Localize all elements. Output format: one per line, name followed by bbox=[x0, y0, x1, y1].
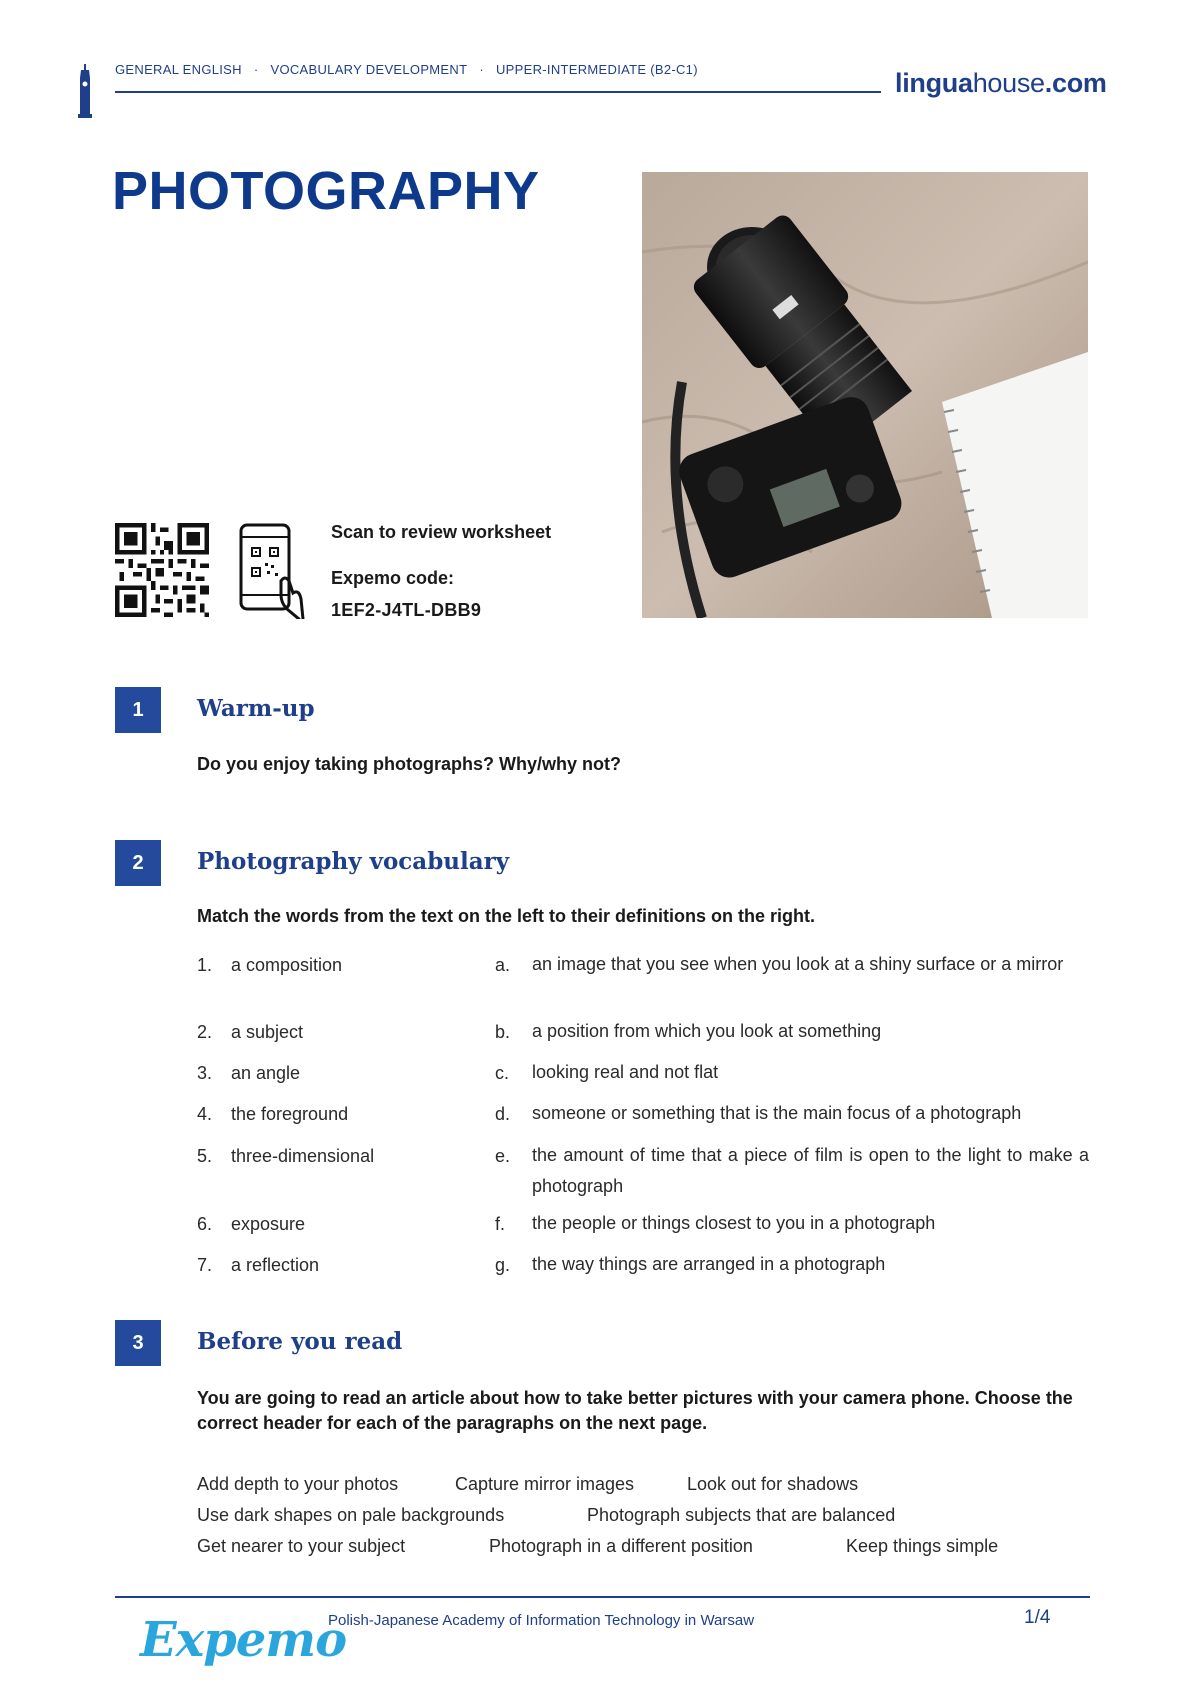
word-item: the foreground bbox=[231, 1104, 349, 1124]
header-option: Look out for shadows bbox=[687, 1474, 859, 1494]
qr-code-icon[interactable] bbox=[115, 523, 209, 617]
word-number: 6. bbox=[197, 1214, 213, 1234]
definition-item: the people or things closest to you in a photograph bbox=[532, 1213, 936, 1233]
camera-photo bbox=[642, 172, 1088, 618]
brand-suffix: .com bbox=[1044, 68, 1107, 98]
expemo-code-value: 1EF2-J4TL-DBB9 bbox=[331, 600, 482, 620]
expemo-code-label: Expemo code: bbox=[331, 568, 455, 588]
definition-item: the way things are arranged in a photograph bbox=[532, 1254, 886, 1274]
word-item: an angle bbox=[231, 1063, 301, 1083]
header-option: Use dark shapes on pale backgrounds bbox=[197, 1505, 505, 1525]
word-number: 1. bbox=[197, 955, 213, 975]
phone-scan-icon bbox=[237, 523, 305, 619]
section-number-badge: 1 bbox=[115, 687, 161, 733]
word-item: exposure bbox=[231, 1214, 306, 1234]
definition-letter: a. bbox=[495, 955, 511, 975]
definition-letter: f. bbox=[495, 1214, 506, 1234]
header-option: Capture mirror images bbox=[455, 1474, 635, 1494]
definition-letter: b. bbox=[495, 1022, 511, 1042]
definition-item: looking real and not flat bbox=[532, 1062, 719, 1082]
breadcrumb bbox=[115, 62, 698, 77]
word-item: a composition bbox=[231, 955, 343, 975]
word-number: 4. bbox=[197, 1104, 213, 1124]
section-title-vocabulary: Photography vocabulary bbox=[197, 848, 510, 875]
definition-item: an image that you see when you look at a shiny surface or a mirror bbox=[532, 954, 1064, 974]
definition-letter: d. bbox=[495, 1104, 511, 1124]
definition-item: someone or something that is the main focus of a photograph bbox=[532, 1103, 1022, 1123]
page-number: 1/4 bbox=[1024, 1607, 1051, 1628]
section-number-badge: 2 bbox=[115, 840, 161, 886]
definition-item: the amount of time that a piece of film is open to the light to make a photograph bbox=[532, 1145, 1089, 1196]
definition-letter: g. bbox=[495, 1255, 511, 1275]
section-number-badge: 3 bbox=[115, 1320, 161, 1366]
footer-divider bbox=[115, 1596, 1090, 1598]
tower-logo-icon bbox=[78, 64, 92, 118]
header-option: Photograph subjects that are balanced bbox=[587, 1505, 896, 1525]
header-option: Keep things simple bbox=[846, 1536, 999, 1556]
qr-caption: Scan to review worksheet bbox=[331, 522, 552, 542]
definition-item: a position from which you look at something bbox=[532, 1021, 882, 1041]
brand-light: house bbox=[972, 68, 1045, 98]
breadcrumb-topic: VOCABULARY DEVELOPMENT bbox=[270, 62, 468, 77]
definition-letter: c. bbox=[495, 1063, 510, 1083]
definition-letter: e. bbox=[495, 1146, 511, 1166]
section-title-warm-up: Warm-up bbox=[197, 695, 315, 722]
before-you-read-instructions: You are going to read an article about how to take better pictures with your camera phone. Choose the correct header for each of the paragraphs on the next page. bbox=[197, 1388, 1073, 1433]
section-title-before-you-read: Before you read bbox=[197, 1328, 403, 1355]
page-title: PHOTOGRAPHY bbox=[112, 161, 540, 221]
breadcrumb-difficulty: UPPER-INTERMEDIATE (B2-C1) bbox=[495, 62, 698, 77]
word-item: a reflection bbox=[231, 1255, 320, 1275]
footer-organization: Polish-Japanese Academy of Information Technology in Warsaw bbox=[328, 1612, 755, 1629]
header-option: Add depth to your photos bbox=[197, 1474, 399, 1494]
expemo-logo[interactable]: Expemo bbox=[140, 1612, 347, 1668]
word-number: 5. bbox=[197, 1146, 213, 1166]
word-number: 7. bbox=[197, 1255, 213, 1275]
header-option: Photograph in a different position bbox=[489, 1536, 753, 1556]
header-divider bbox=[115, 91, 881, 93]
word-item: three-dimensional bbox=[231, 1146, 375, 1166]
breadcrumb-level: GENERAL ENGLISH bbox=[115, 62, 242, 77]
warm-up-question: Do you enjoy taking photographs? Why/why not? bbox=[197, 754, 621, 774]
vocabulary-instructions: Match the words from the text on the left to their definitions on the right. bbox=[197, 906, 815, 926]
breadcrumb-separator: · bbox=[253, 62, 259, 77]
word-number: 3. bbox=[197, 1063, 213, 1083]
brand-bold: lingua bbox=[895, 68, 973, 98]
word-item: a subject bbox=[231, 1022, 304, 1042]
breadcrumb-separator: · bbox=[479, 62, 484, 77]
word-number: 2. bbox=[197, 1022, 213, 1042]
header-option: Get nearer to your subject bbox=[197, 1536, 406, 1556]
brand-logo[interactable] bbox=[895, 68, 1107, 99]
